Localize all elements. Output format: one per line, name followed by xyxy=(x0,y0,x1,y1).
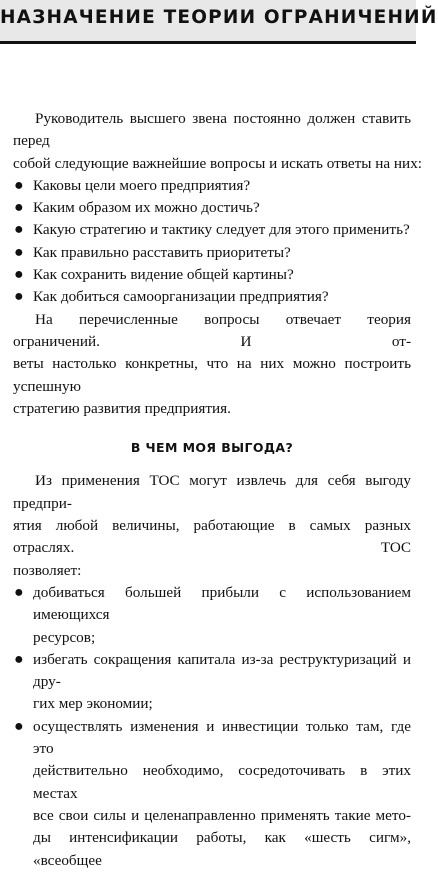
answer-paragraph xyxy=(13,309,411,420)
bullet-icon: ● xyxy=(14,288,24,306)
text-line: стратегию развития предприятия. xyxy=(13,399,231,417)
list-item xyxy=(13,175,411,197)
text-line: веты настолько конкретны, что на них можно построить успешную xyxy=(13,355,411,395)
benefit-intro-paragraph xyxy=(13,470,411,581)
list-item-text: Как сохранить видение общей картины? xyxy=(33,266,294,284)
text-line: ресурсов; xyxy=(33,628,96,646)
list-item xyxy=(13,219,411,241)
text-line: осуществлять изменения и инвестиции только там, где это xyxy=(33,717,411,758)
bullet-icon: ● xyxy=(14,199,24,217)
list-item-text: Каковы цели моего предприятия? xyxy=(33,176,251,194)
benefits-list xyxy=(13,582,411,872)
bullet-icon: ● xyxy=(14,650,24,668)
list-item-text: Как добиться самоорганизации предприятия? xyxy=(33,288,329,306)
text-line: ятия любой величины, работающие в самых разных отраслях. TOC xyxy=(13,517,411,557)
bullet-icon: ● xyxy=(14,266,24,284)
bullet-icon: ● xyxy=(14,243,24,261)
bullet-icon: ● xyxy=(14,221,24,239)
text-line: все свои силы и целенаправленно применять такие мето- xyxy=(33,806,411,824)
list-item xyxy=(13,286,411,308)
list-item xyxy=(13,582,411,649)
text-line: Из применения TOC могут извлечь для себя выгоду предпри- xyxy=(13,472,411,512)
text-line: гих мер экономии; xyxy=(33,695,153,713)
list-item xyxy=(13,716,411,872)
bullet-icon: ● xyxy=(14,717,24,735)
list-item xyxy=(13,264,411,286)
list-item xyxy=(13,649,411,716)
text-line: добиваться большей прибыли с использованием имеющихся xyxy=(33,583,411,624)
text-line: избегать сокращения капитала из-за реструктуризаций и дру- xyxy=(33,650,411,691)
questions-list xyxy=(13,175,411,309)
text-line: собой следующие важнейшие вопросы и искать ответы на них: xyxy=(13,154,423,172)
text-line: позволяет: xyxy=(13,561,82,579)
text-line: ды интенсификации работы, как «шесть сигм», «всеобщее xyxy=(33,829,411,869)
text-line: Руководитель высшего звена постоянно должен ставить перед xyxy=(13,110,411,150)
page-content xyxy=(13,108,423,872)
text-line: На перечисленные вопросы отвечает теория ограничений. И от- xyxy=(13,310,411,350)
list-item xyxy=(13,242,411,264)
section-heading: В ЧЕМ МОЯ ВЫГОДА? xyxy=(130,440,294,456)
bullet-icon: ● xyxy=(14,176,24,194)
chapter-title: НАЗНАЧЕНИЕ ТЕОРИИ ОГРАНИЧЕНИЙ xyxy=(0,7,438,28)
intro-paragraph xyxy=(13,108,423,175)
bullet-icon: ● xyxy=(14,583,24,601)
list-item-text: Какую стратегию и тактику следует для этого применить? xyxy=(33,221,410,239)
list-item-text: Как правильно расставить приоритеты? xyxy=(33,243,291,261)
text-line: действительно необходимо, сосредоточивать в этих местах xyxy=(33,762,411,802)
list-item xyxy=(13,197,411,219)
list-item-text: Каким образом их можно достичь? xyxy=(33,199,260,217)
chapter-header xyxy=(0,0,438,44)
